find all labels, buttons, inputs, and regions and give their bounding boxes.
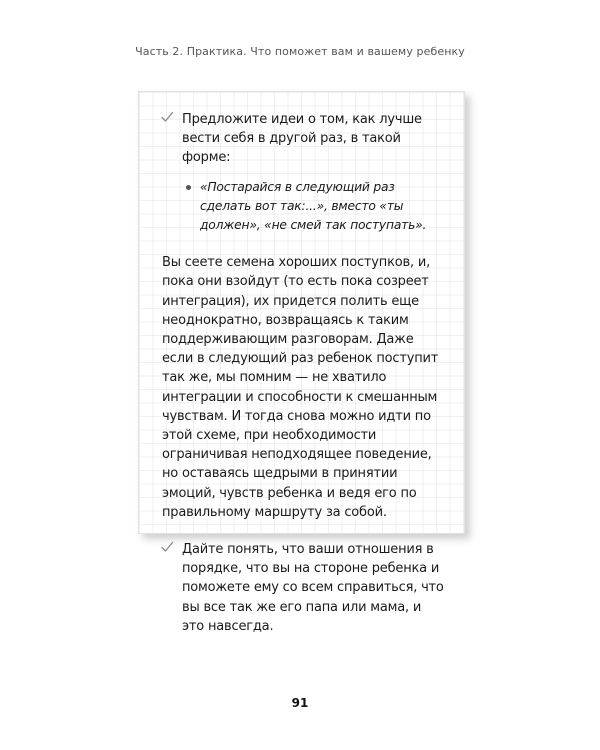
tips-card	[138, 91, 465, 634]
example-bullet	[186, 178, 446, 236]
tip-2-text: Дайте понять, что ваши отношения в порядке, что вы на стороне ребенка и поможете ему со всем справиться, что вы все так же его папа или мама, и это навсегда.	[182, 542, 444, 634]
checkmark-icon	[160, 540, 174, 554]
running-header: Часть 2. Практика. Что поможет вам и вашему ребенку	[135, 45, 465, 58]
tip-1-text: Предложите идеи о том, как лучше вести себя в другой раз, в такой форме:	[182, 112, 422, 166]
page-number: 91	[291, 696, 309, 710]
example-bullet-text: «Постарайся в следующий раз сделать вот так:...», вместо «ты должен», «не смей так поступать».	[200, 179, 427, 233]
tip-item-2	[162, 540, 446, 636]
checkmark-icon	[160, 110, 174, 124]
bullet-icon	[186, 185, 191, 190]
tip-item-1	[162, 110, 446, 235]
body-paragraph: Вы сеете семена хороших поступков, и, пока они взойдут (то есть пока созреет интеграция), их придется полить еще неоднократно, возвращаясь к таким поддерживающим разговорам. Даже если в следующий раз ребенок поступит так же, мы помним — не хватило интеграции и способности к смешанным чувствам. И тогда снова можно идти по этой схеме, при необходимости ограничивая неподходящее поведение, но оставаясь щедрыми в принятии эмоций, чувств ребенка и ведя его по правильному маршруту за собой.	[162, 255, 439, 520]
